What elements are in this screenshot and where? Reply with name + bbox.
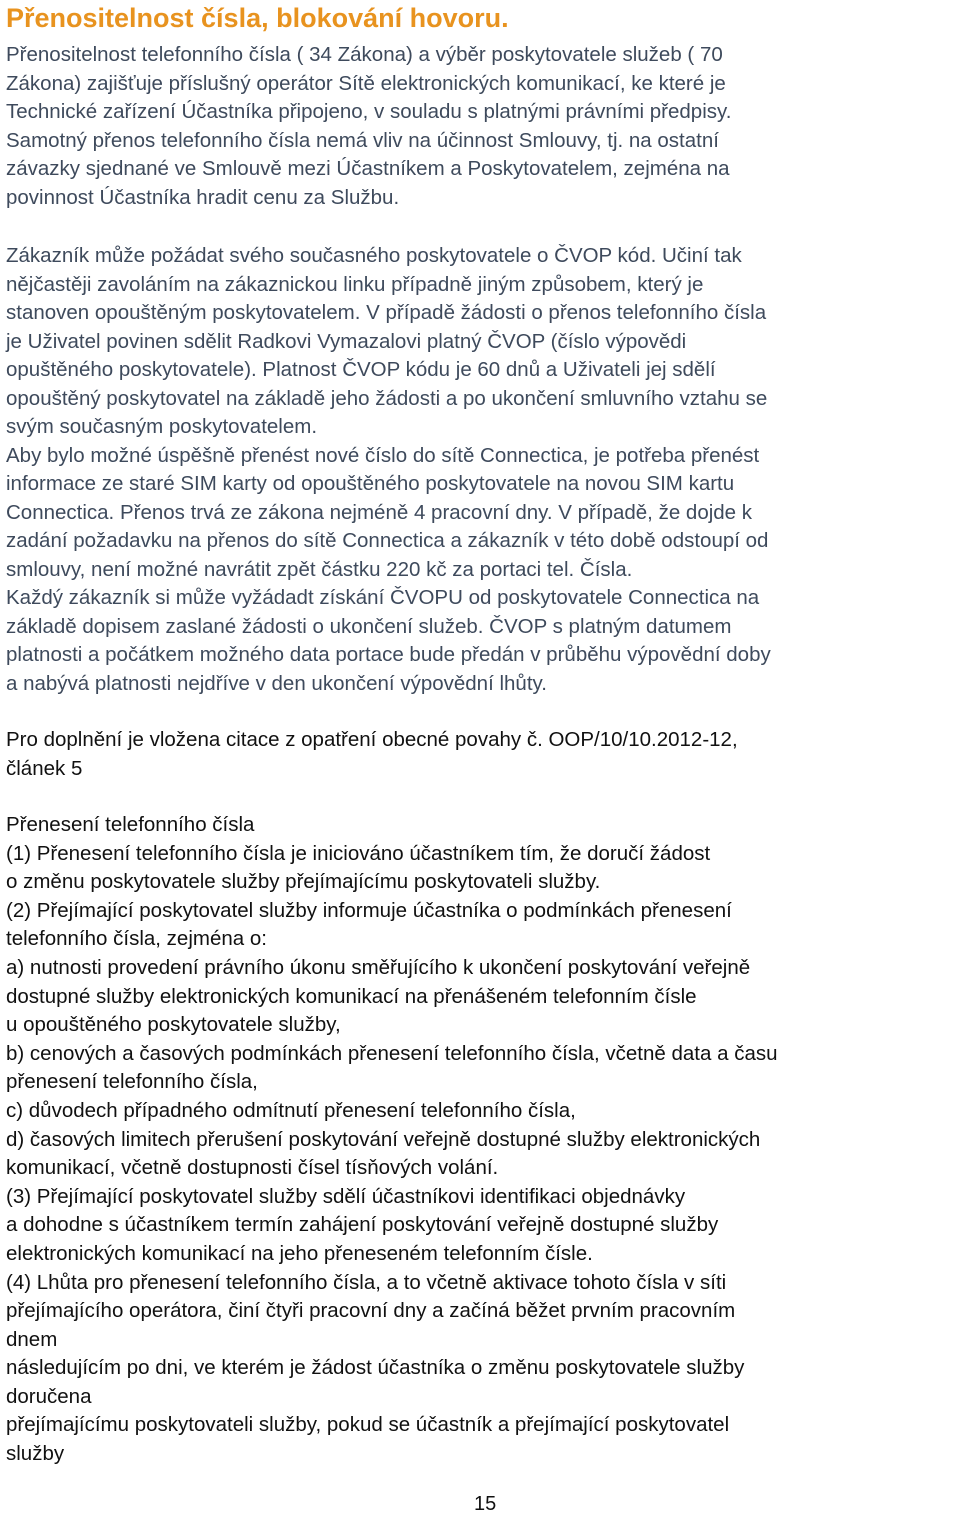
text-line: svým současným poskytovatelem. [6,415,318,438]
page-number: 15 [474,1493,497,1515]
intro-paragraph [6,41,731,212]
text-line: článek 5 [6,756,83,780]
text-line: telefonního čísla, zejména o: [6,927,267,951]
text-line: doručena [6,1384,92,1408]
text-line: d) časových limitech přerušení poskytování veřejně dostupné služby elektronických [6,1127,761,1151]
text-line: a nabývá platnosti nejdříve v den ukončení výpovědní lhůty. [6,671,547,695]
text-line: dnem [6,1327,58,1351]
article-text [6,811,778,1469]
text-line: základě dopisem zaslané žádosti o ukončení služeb. ČVOP s platným datumem [6,614,732,638]
text-line: a dohodne s účastníkem termín zahájení poskytování veřejně dostupné služby [6,1213,719,1237]
text-line: služby [6,1442,65,1466]
text-line: Pro doplnění je vložena citace z opatření obecné povahy č. OOP/10/10.2012-12, [6,728,738,751]
text-line: je Uživatel povinen sdělit Radkovi Vymazalovi platný ČVOP (číslo výpovědi [6,329,687,353]
text-line: stanoven opouštěným poskytovatelem. V případě žádosti o přenos telefonního čísla [6,301,767,324]
citation-paragraph [6,726,738,783]
text-line: závazky sjednané ve Smlouvě mezi Účastníkem a Poskytovatelem, zejména na [6,157,730,180]
text-line: nějčastěji zavoláním na zákaznickou linku případně jiným způsobem, který je [6,272,704,296]
text-line: povinnost Účastníka hradit cenu za Službu. [6,185,400,209]
text-line: Zákazník může požádat svého současného poskytovatele o ČVOP kód. Učiní tak [6,244,742,267]
text-line: přejímajícího operátora, činí čtyři pracovní dny a začíná běžet prvním pracovním [6,1299,736,1323]
page-heading: Přenositelnost čísla, blokování hovoru. [6,3,509,33]
text-line: o změnu poskytovatele služby přejímajícímu poskytovateli služby. [6,870,601,894]
cvop-paragraph [6,242,771,698]
text-line: Každý zákazník si může vyžádadt získání ČVOPU od poskytovatele Connectica na [6,586,760,609]
text-line: opouštěný poskytovatel na základě jeho žádosti a po ukončení smluvního vztahu se [6,386,768,410]
text-line: smlouvy, není možné navrátit zpět částku 220 kč za portaci tel. Čísla. [6,557,633,581]
text-line: přejímajícímu poskytovateli služby, pokud se účastník a přejímající poskytovatel [6,1413,730,1437]
text-line: (4) Lhůta pro přenesení telefonního čísla, a to včetně aktivace tohoto čísla v síti [6,1270,727,1294]
article-title: Přenesení telefonního čísla [6,813,255,836]
text-line: a) nutnosti provedení právního úkonu směřujícího k ukončení poskytování veřejně [6,955,751,979]
text-line: Zákona) zajišťuje příslušný operátor Sítě elektronických komunikací, ke které je [6,71,726,95]
text-line: Samotný přenos telefonního čísla nemá vliv na účinnost Smlouvy, tj. na ostatní [6,128,719,152]
text-line: informace ze staré SIM karty od opouštěného poskytovatele na novou SIM kartu [6,472,735,495]
text-line: Connectica. Přenos trvá ze zákona nejméně 4 pracovní dny. V případě, že dojde k [6,500,753,524]
text-line: Technické zařízení Účastníka připojeno, v souladu s platnými právními předpisy. [6,100,732,123]
text-line: elektronických komunikací na jeho přeneseném telefonním čísle. [6,1241,593,1265]
text-line: (2) Přejímající poskytovatel služby informuje účastníka o podmínkách přenesení [6,898,732,922]
text-line: Přenositelnost telefonního čísla ( 34 Zákona) a výběr poskytovatele služeb ( 70 [6,43,723,66]
text-line: Aby bylo možné úspěšně přenést nové číslo do sítě Connectica, je potřeba přenést [6,443,760,467]
text-line: platnosti a počátkem možného data portace bude předán v průběhu výpovědní doby [6,643,771,666]
text-line: (1) Přenesení telefonního čísla je iniciováno účastníkem tím, že doručí žádost [6,841,711,865]
text-line: b) cenových a časových podmínkách přenesení telefonního čísla, včetně data a času [6,1041,778,1065]
text-line: následujícím po dni, ve kterém je žádost účastníka o změnu poskytovatele služby [6,1356,745,1380]
text-line: dostupné služby elektronických komunikací na přenášeném telefonním čísle [6,984,697,1008]
text-line: opuštěného poskytovatele). Platnost ČVOP kódu je 60 dnů a Uživateli jej sdělí [6,358,716,381]
text-line: u opouštěného poskytovatele služby, [6,1013,341,1037]
text-line: (3) Přejímající poskytovatel služby sdělí účastníkovi identifikaci objednávky [6,1184,686,1208]
text-line: c) důvodech případného odmítnutí přenesení telefonního čísla, [6,1098,576,1122]
text-line: přenesení telefonního čísla, [6,1070,258,1094]
text-line: komunikací, včetně dostupnosti čísel tísňových volání. [6,1156,499,1180]
text-line: zadání požadavku na přenos do sítě Connectica a zákazník v této době odstoupí od [6,529,769,552]
